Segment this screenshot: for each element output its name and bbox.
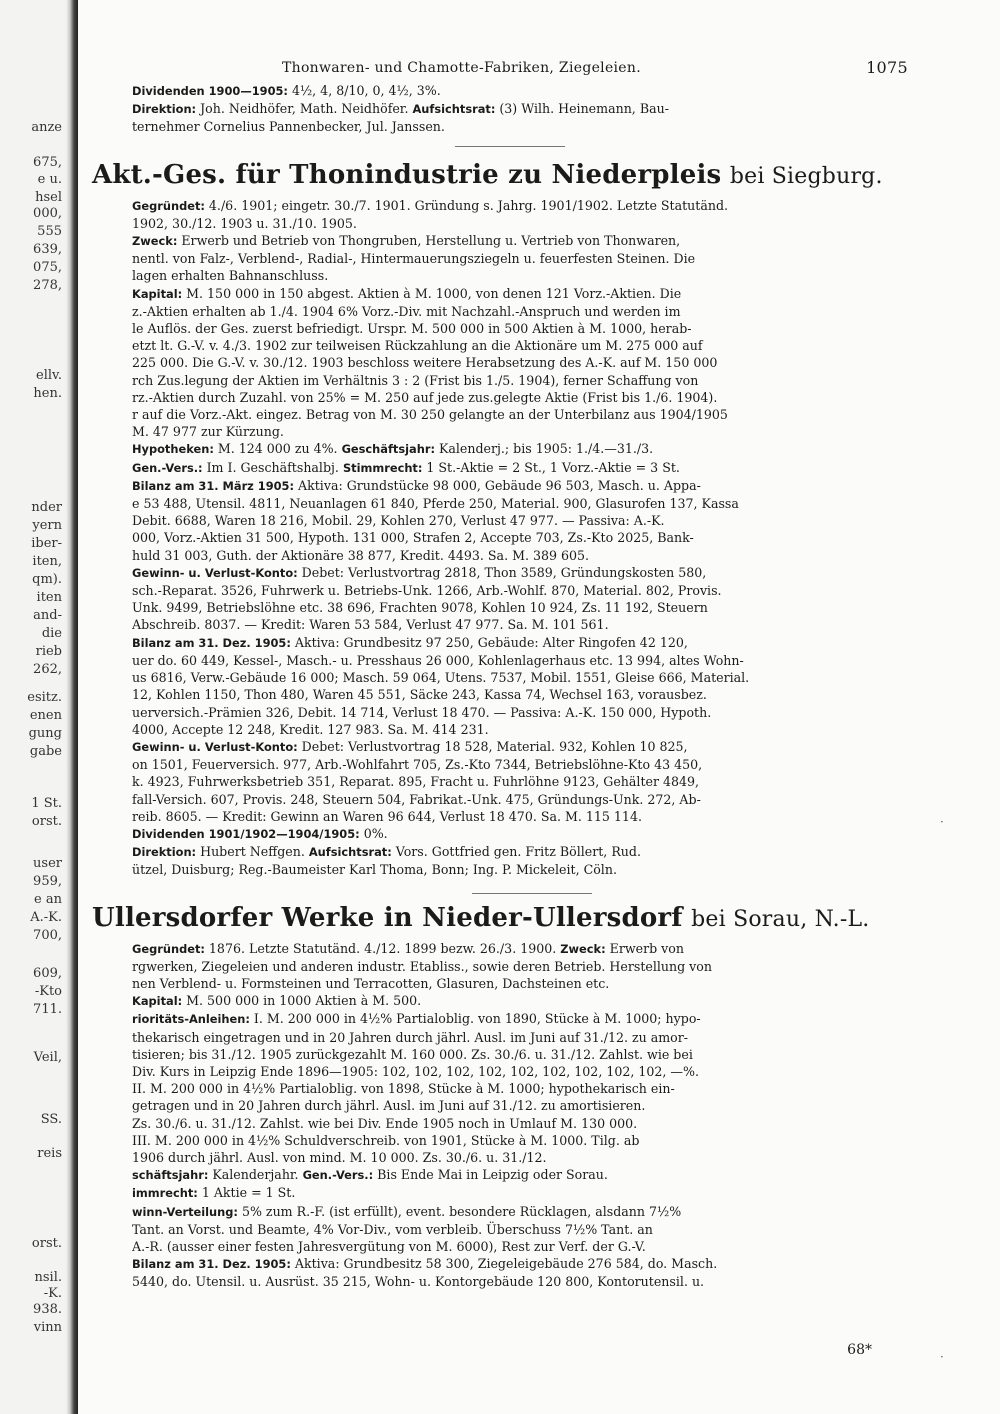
text-line [132,992,928,1010]
field-text: 0%. [363,825,388,841]
field-text: uer do. 60 449, Kessel-, Masch.- u. Presshaus 26 000, Kohlenlagerhaus etc. 13 994, altes Wohn- [132,652,744,668]
speck-mark: · [940,815,944,829]
field-text: 4000, Accepte 12 248, Kredit. 127 983. Sa. M. 414 231. [132,721,489,737]
field-text: r auf die Vorz.-Akt. eingez. Betrag von M. 30 250 gelangte an der Unterbilanz aus 1904/1905 [132,407,728,423]
field-label: Stimmrecht: [342,460,427,475]
facing-page-fragment: 700, [33,928,62,943]
field-label: Gegründet: [132,198,209,213]
field-text: 5440, do. Utensil. u. Ausrüst. 35 215, Wohn- u. Kontorgebäude 120 800, Kontorutensil. u. [132,1274,705,1290]
text-line [132,303,928,320]
facing-page-fragment: hsel [35,190,62,205]
text-line [132,721,928,738]
facing-page-fragment: iber- [31,536,62,551]
field-text: Aktiva: Grundbesitz 58 300, Ziegeleigebäude 276 584, do. Masch. [294,1256,718,1272]
facing-page-fragment: nder [31,500,62,515]
facing-page-fragment: 1 St. [31,796,62,811]
field-label: Kapital: [132,286,187,301]
field-text: e 53 488, Utensil. 4811, Neuanlagen 61 840, Pferde 250, Material. 900, Glasurofen 137, Kassa [132,496,739,512]
field-text: III. M. 200 000 in 4½% Schuldverschreib. von 1901, Stücke à M. 1000. Tilg. ab [132,1132,640,1148]
field-text: tisieren; bis 31./12. 1905 zurückgezahlt M. 160 000. Zs. 30./6. u. 31./12. Zahlst. wie bei [132,1046,693,1062]
text-line [132,232,928,250]
field-label: Dividenden 1900—1905: [132,84,292,98]
facing-page-fragment: orst. [31,1236,62,1251]
field-text: M. 150 000 in 150 abgest. Aktien à M. 1000, von denen 121 Vorz.-Aktien. Die [186,285,682,301]
text-line [132,1132,928,1149]
facing-page-fragment: Veil, [33,1050,62,1065]
facing-page-fragment: -K. [43,1286,62,1301]
field-text: Debit. 6688, Waren 18 216, Mobil. 29, Kohlen 270, Verlust 47 977. — Passiva: A.-K. [132,513,665,529]
facing-page-fragment: vinn [33,1320,62,1335]
section-divider [455,146,565,147]
field-text: M. 47 977 zur Kürzung. [132,424,284,440]
field-label: Kapital: [132,994,187,1009]
facing-page-fragment: 959, [33,874,62,889]
facing-page-fragment: iten, [32,554,62,569]
text-line [132,616,928,633]
text-line [132,1046,928,1063]
page-number: 1075 [866,58,908,77]
facing-page-fragment: 675, [33,155,62,170]
facing-page-fragment: die [41,626,62,641]
field-label: Aufsichtsrat: [412,102,500,117]
field-text: 225 000. Die G.-V. v. 30./12. 1903 beschloss weitere Herabsetzung des A.-K. auf M. 150 000 [132,355,718,371]
text-line [132,423,928,440]
company-location: bei Siegburg. [729,163,883,189]
signature-mark: 68* [847,1342,872,1358]
field-text: I. M. 200 000 in 4½% Partialoblig. von 1890, Stücke à M. 1000; hypo- [253,1011,701,1027]
facing-page-fragment: gung [28,726,62,741]
field-text: Tant. an Vorst. und Beamte, 4% Vor-Div., vom verbleib. Überschuss 7½% Tant. an [132,1221,653,1237]
facing-page-fragment: hen. [33,386,62,401]
field-label: Zweck: [132,234,182,249]
facing-page-fragment: SS. [40,1112,62,1127]
field-text: M. 500 000 in 1000 Aktien à M. 500. [186,993,422,1009]
field-text: Aktiva: Grundbesitz 97 250, Gebäude: Alter Ringofen 42 120, [294,634,688,650]
field-text: Zs. 30./6. u. 31./12. Zahlst. wie bei Div. Ende 1905 noch in Umlauf M. 130 000. [132,1115,638,1131]
text-line [132,1115,928,1132]
facing-page-fragment: esitz. [27,690,62,705]
field-label: Dividenden 1901/1902—1904/1905: [132,826,364,841]
field-label: Gegründet: [132,941,209,956]
company-heading-ullersdorf [92,902,928,936]
text-line [132,1184,928,1202]
company-entry-niederpleis [92,197,928,879]
field-text: rgwerken, Ziegeleien und anderen industr. Etabliss., sowie deren Betrieb. Herstellung von [132,958,712,974]
field-text: sch.-Reparat. 3526, Fuhrwerk u. Betriebs-Unk. 1266, Arb.-Wohlf. 870, Material. 802, Provis. [132,583,722,599]
field-text: z.-Aktien erhalten ab 1./4. 1904 6% Vorz.-Div. mit Nachzahl.-Anspruch und werden im [132,303,681,319]
text-line [132,1029,928,1046]
field-text: II. M. 200 000 in 4½% Partialoblig. von 1898, Stücke à M. 1000; hypothekarisch ein- [132,1081,675,1097]
facing-page-fragment: reis [37,1146,62,1161]
field-label: Gewinn- u. Verlust-Konto: [132,739,302,754]
document-page [92,52,928,1291]
text-line [132,459,928,477]
text-line [132,1221,928,1238]
facing-page-fragment: 262, [33,662,62,677]
text-line [132,285,928,303]
facing-page-fragment: user [33,856,62,871]
field-label: Bilanz am 31. Dez. 1905: [132,635,295,650]
section-divider [472,893,592,894]
field-text: reib. 8605. — Kredit: Gewinn an Waren 96 644, Verlust 18 470. Sa. M. 115 114. [132,808,642,824]
facing-page-fragment: enen [29,708,62,723]
field-label: winn-Verteilung: [132,1204,242,1219]
facing-page-fragment: anze [31,120,62,135]
running-head [92,52,928,82]
text-line [132,1063,928,1080]
field-text: 1906 durch jährl. Ausl. von mind. M. 10 000. Zs. 30./6. u. 31./12. [132,1149,547,1165]
facing-page-fragment: A.-K. [30,910,62,925]
text-line [132,756,928,773]
text-line [132,1166,928,1184]
field-text: 1 Aktie = 1 St. [201,1185,296,1201]
text-line [132,320,928,337]
text-line [132,1238,928,1255]
text-line [132,440,928,458]
field-label: Bilanz am 31. März 1905: [132,478,299,493]
binding-gutter [0,0,78,1414]
field-text: Div. Kurs in Leipzig Ende 1896—1905: 102, 102, 102, 102, 102, 102, 102, 102, 102, —%. [132,1063,699,1079]
text-line [132,1149,928,1166]
text-line [132,808,928,825]
text-line [132,354,928,371]
field-text: 5% zum R.-F. (ist erfüllt), event. besondere Rücklagen, alsdann 7½% [241,1203,682,1219]
text-line [132,250,928,267]
text-line [132,791,928,808]
text-line [132,1080,928,1097]
field-text: nentl. von Falz-, Verblend-, Radial-, Hintermauerungsziegeln u. feuerfesten Steinen. Die [132,251,696,267]
field-label: rioritäts-Anleihen: [132,1012,254,1027]
field-label: immrecht: [132,1186,202,1201]
field-label: Gen.-Vers.: [302,1168,378,1183]
text-line [132,406,928,423]
text-line [132,197,928,215]
facing-page-fragment: orst. [31,814,62,829]
text-line [132,372,928,389]
field-text: (3) Wilh. Heinemann, Bau- [499,101,669,117]
field-text: Im I. Geschäftshalbj. [206,459,343,475]
field-text: ützel, Duisburg; Reg.-Baumeister Karl Thoma, Bonn; Ing. P. Mickeleit, Cöln. [132,862,617,878]
text-line [132,669,928,686]
text-line [132,773,928,790]
facing-page-fragment: nsil. [34,1270,62,1285]
text-line [132,599,928,616]
text-line [132,861,928,878]
text-line [132,975,928,992]
field-label: Direktion: [132,845,201,860]
field-text: Unk. 9499, Betriebslöhne etc. 38 696, Frachten 9078, Kohlen 10 924, Zs. 11 192, Steuern [132,600,708,616]
field-text: 1902, 30./12. 1903 u. 31./10. 1905. [132,215,357,231]
company-name: Akt.-Ges. für Thonindustrie zu Niederpleis [92,159,722,190]
facing-page-fragment: iten [36,590,62,605]
facing-page-fragment: 555 [37,224,62,239]
text-line [132,704,928,721]
field-text: Aktiva: Grundstücke 98 000, Gebäude 96 503, Masch. u. Appa- [298,477,701,493]
facing-page-fragment: and- [33,608,62,623]
text-line [132,958,928,975]
company-heading-niederpleis [92,159,928,193]
field-label: Direktion: [132,102,201,117]
text-line [132,389,928,406]
text-line [132,1203,928,1221]
field-text: Vors. Gottfried gen. Fritz Böllert, Rud. [395,844,641,860]
facing-page-fragment: -Kto [34,984,62,999]
facing-page-fragment: gabe [29,744,62,759]
company-entry-ullersdorf [92,940,928,1291]
company-location: bei Sorau, N.-L. [691,906,870,932]
facing-page-fragment: e u. [37,172,62,187]
field-text: rch Zus.legung der Aktien im Verhältnis 3 : 2 (Frist bis 1./5. 1904), ferner Schaffung von [132,372,699,388]
text-line [132,1255,928,1273]
field-text: k. 4923, Fuhrwerksbetrieb 351, Reparat. 895, Fracht u. Fuhrlöhne 9123, Gehälter 4849, [132,774,700,790]
field-text: Abschreib. 8037. — Kredit: Waren 53 584, Verlust 47 977. Sa. M. 101 561. [132,617,609,633]
facing-page-fragment: 711. [33,1002,62,1017]
text-line [132,495,928,512]
facing-page-fragment: 075, [33,260,62,275]
text-line [132,215,928,232]
field-text: 4./6. 1901; eingetr. 30./7. 1901. Gründung s. Jahrg. 1901/1902. Letzte Statutänd. [208,197,729,213]
text-line [132,825,928,843]
facing-page-fragment: 938. [33,1302,62,1317]
field-text: Erwerb von [609,940,684,956]
field-text: A.-R. (ausser einer festen Jahresvergütung von M. 6000), Rest zur Verf. der G.-V. [132,1238,646,1254]
field-text: getragen und in 20 Jahren durch jährl. Ausl. im Juni auf 31./12. zu amortisieren. [132,1098,646,1114]
field-text: ternehmer Cornelius Pannenbecker, Jul. Janssen. [132,119,445,135]
facing-page-fragment: 639, [33,242,62,257]
text-line [132,1010,928,1028]
text-line [132,634,928,652]
field-text: 000, Vorz.-Aktien 31 500, Hypoth. 131 000, Strafen 2, Accepte 703, Zs.-Kto 2025, Bank- [132,530,694,546]
field-text: 12, Kohlen 1150, Thon 480, Waren 45 551, Säcke 243, Kassa 74, Wechsel 163, vorausbez. [132,687,707,703]
previous-entry-tail [92,82,928,136]
field-label: Aufsichtsrat: [308,845,396,860]
facing-page-fragment: 609, [33,966,62,981]
text-line [132,82,928,100]
text-line [132,564,928,582]
company-name: Ullersdorfer Werke in Nieder-Ullersdorf [92,902,683,933]
field-text: Debet: Verlustvortrag 2818, Thon 3589, Gründungskosten 580, [301,564,707,580]
speck-mark: · [940,1350,944,1364]
field-text: fall-Versich. 607, Provis. 248, Steuern 504, Fabrikat.-Unk. 475, Gründungs-Unk. 272, Ab- [132,791,701,807]
field-text: 4½, 4, 8/10, 0, 4½, 3%. [291,83,441,98]
text-line [132,100,928,118]
field-text: lagen erhalten Bahnanschluss. [132,268,329,284]
text-line [132,738,928,756]
text-line [132,582,928,599]
facing-page-fragment: rieb [35,644,62,659]
field-text: thekarisch eingetragen und in 20 Jahren durch jährl. Ausl. im Juni auf 31./12. zu amor- [132,1029,689,1045]
field-text: Kalenderj.; bis 1905: 1./4.—31./3. [438,441,654,457]
field-text: le Auflös. der Ges. zuerst befriedigt. Urspr. M. 500 000 in 500 Aktien à M. 1000, herab- [132,321,692,337]
facing-page-fragment: e an [34,892,62,907]
field-text: nen Verblend- u. Formsteinen und Terracotten, Glasuren, Dachsteinen etc. [132,975,610,991]
field-text: Hubert Neffgen. [200,844,309,860]
text-line [132,529,928,546]
field-label: Gen.-Vers.: [132,460,207,475]
field-text: rz.-Aktien durch Zuzahl. von 25% = M. 250 auf jede zus.gelegte Aktie (Frist bis 1./6. 1904). [132,389,718,405]
text-line [132,477,928,495]
field-text: on 1501, Feuerversich. 977, Arb.-Wohlfahrt 705, Zs.-Kto 7344, Betriebslöhne-Kto 43 450, [132,757,703,773]
facing-page-fragment: qm). [32,572,62,587]
field-label: Hypotheken: [132,442,218,457]
text-line [132,118,928,135]
facing-page-fragment: 000, [33,206,62,221]
running-head-title: Thonwaren- und Chamotte-Fabriken, Ziegeleien. [282,60,641,76]
text-line [132,1097,928,1114]
field-label: Gewinn- u. Verlust-Konto: [132,565,302,580]
field-label: Zweck: [560,941,610,956]
text-line [132,686,928,703]
text-line [132,940,928,958]
text-line [132,547,928,564]
field-text: Debet: Verlustvortrag 18 528, Material. 932, Kohlen 10 825, [301,738,688,754]
text-line [132,843,928,861]
field-text: huld 31 003, Guth. der Aktionäre 38 877, Kredit. 4493. Sa. M. 389 605. [132,547,590,563]
text-line [132,337,928,354]
field-label: schäftsjahr: [132,1168,213,1183]
field-text: M. 124 000 zu 4%. [217,441,342,457]
text-line [132,267,928,284]
field-label: Bilanz am 31. Dez. 1905: [132,1257,295,1272]
field-text: us 6816, Verw.-Gebäude 16 000; Masch. 59 064, Utens. 7537, Mobil. 1551, Gleise 666, Material. [132,670,750,686]
field-text: uerversich.-Prämien 326, Debit. 14 714, Verlust 18 470. — Passiva: A.-K. 150 000, Hypoth. [132,704,712,720]
field-text: etzt lt. G.-V. v. 4./3. 1902 zur teilweisen Rückzahlung an die Aktionäre um M. 275 000 auf [132,338,703,354]
field-label: Geschäftsjahr: [341,442,439,457]
field-text: Bis Ende Mai in Leipzig oder Sorau. [377,1167,608,1183]
facing-page-fragment: ellv. [36,368,62,383]
facing-page-fragment: yern [32,518,62,533]
text-line [132,512,928,529]
facing-page-fragment: 278, [33,278,62,293]
text-line [132,652,928,669]
field-text: Erwerb und Betrieb von Thongruben, Herstellung u. Vertrieb von Thonwaren, [181,233,681,249]
text-line [132,1273,928,1290]
field-text: 1 St.-Aktie = 2 St., 1 Vorz.-Aktie = 3 St. [426,459,680,475]
field-text: 1876. Letzte Statutänd. 4./12. 1899 bezw. 26./3. 1900. [208,940,561,956]
field-text: Kalenderjahr. [212,1167,303,1183]
field-text: Joh. Neidhöfer, Math. Neidhöfer. [200,101,413,117]
